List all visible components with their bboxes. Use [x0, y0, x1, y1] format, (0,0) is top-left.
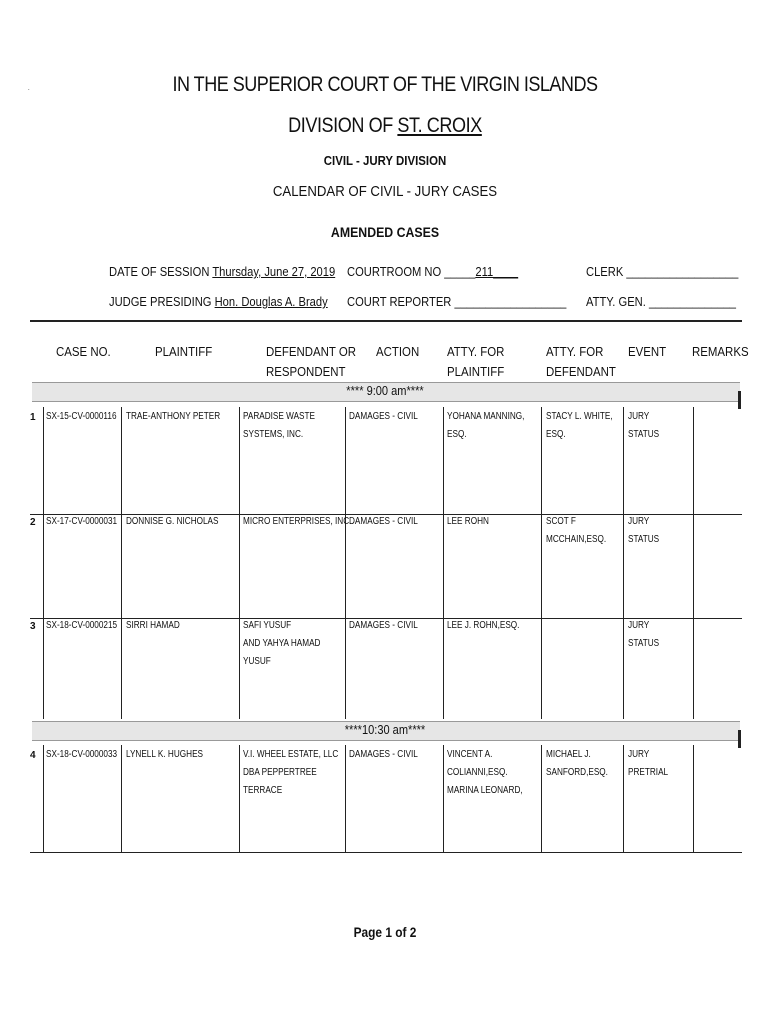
action-type: DAMAGES - CIVIL — [349, 516, 418, 527]
action-type: DAMAGES - CIVIL — [349, 620, 418, 631]
grid-line — [43, 407, 44, 719]
event-line: PRETRIAL — [628, 767, 669, 778]
event-line: JURY — [628, 411, 650, 422]
grid-line — [121, 407, 122, 719]
plaintiff-attorney — [447, 746, 523, 800]
event-line: JURY — [628, 749, 650, 760]
col-atty-defendant-line1: ATTY. FOR — [546, 344, 604, 359]
grid-line — [239, 407, 240, 719]
col-plaintiff: PLAINTIFF — [155, 344, 213, 359]
division-place: ST. CROIX — [397, 114, 482, 137]
page-number: Page 1 of 2 — [353, 924, 417, 940]
attorney-line: YOHANA MANNING, — [447, 411, 525, 422]
grid-line — [443, 407, 444, 719]
row-number: 4 — [30, 750, 36, 761]
col-case-no: CASE NO. — [56, 344, 111, 359]
attorney-line: MARINA LEONARD, — [447, 785, 523, 796]
plaintiff-attorney — [447, 617, 519, 635]
col-defendant-line2: RESPONDENT — [266, 364, 346, 379]
plaintiff-name: SIRRI HAMAD — [126, 620, 180, 631]
grid-line — [345, 407, 346, 719]
col-atty-defendant-line2: DEFENDANT — [546, 364, 616, 379]
event-type — [628, 408, 659, 444]
grid-line — [345, 745, 346, 853]
date-value: Thursday, June 27, 2019 — [212, 264, 336, 279]
case-number: SX-18-CV-0000033 — [46, 749, 118, 760]
grid-line — [443, 745, 444, 853]
defendant-line: TERRACE — [243, 785, 283, 796]
event-type — [628, 746, 668, 782]
plaintiff-attorney — [447, 513, 489, 531]
attorney-line: SANFORD,ESQ. — [546, 767, 608, 778]
defendant-attorney — [546, 408, 613, 444]
attorney-line: ESQ. — [546, 429, 566, 440]
col-atty-plaintiff-line2: PLAINTIFF — [447, 364, 505, 379]
row-number: 2 — [30, 517, 36, 528]
plaintiff-attorney — [447, 408, 524, 444]
judge-presiding — [109, 294, 328, 309]
attorney-line: MCCHAIN,ESQ. — [546, 534, 607, 545]
courtroom-no — [347, 264, 518, 279]
case-number: SX-15-CV-0000116 — [46, 411, 117, 422]
division-prefix: DIVISION OF — [288, 114, 398, 137]
defendant-line: V.I. WHEEL ESTATE, LLC — [243, 749, 339, 760]
division-title — [54, 114, 716, 138]
plaintiff-name: DONNISE G. NICHOLAS — [126, 516, 219, 527]
plaintiff-name: TRAE-ANTHONY PETER — [126, 411, 221, 422]
col-event: EVENT — [628, 344, 667, 359]
session-band-1030-edge — [738, 730, 741, 748]
defendant-name — [243, 617, 320, 671]
grid-line — [693, 407, 694, 719]
plaintiff-name: LYNELL K. HUGHES — [126, 749, 204, 760]
court-reporter-field: COURT REPORTER __________________ — [347, 294, 567, 309]
defendant-line: MICRO ENTERPRISES, INC. — [243, 516, 352, 527]
event-type — [628, 617, 659, 653]
defendant-attorney — [546, 746, 608, 782]
session-band-900-edge — [738, 391, 741, 409]
event-line: STATUS — [628, 638, 660, 649]
judge-label: JUDGE PRESIDING — [109, 294, 215, 309]
judge-value: Hon. Douglas A. Brady — [214, 294, 328, 309]
row-number: 3 — [30, 621, 36, 632]
defendant-line: YUSUF — [243, 656, 271, 667]
grid-line — [121, 745, 122, 853]
defendant-name — [243, 513, 351, 531]
action-type: DAMAGES - CIVIL — [349, 411, 418, 422]
attorney-line: MICHAEL J. — [546, 749, 591, 760]
defendant-line: SAFI YUSUF — [243, 620, 292, 631]
attorney-line: SCOT F — [546, 516, 576, 527]
defendant-name — [243, 408, 315, 444]
row-number: 1 — [30, 412, 36, 423]
defendant-line: PARADISE WASTE — [243, 411, 315, 422]
header-divider — [30, 320, 742, 322]
session-time-1030: ****10:30 am**** — [344, 722, 426, 737]
col-defendant — [266, 342, 356, 382]
attorney-line: VINCENT A. — [447, 749, 493, 760]
date-of-session — [109, 264, 335, 279]
defendant-line: SYSTEMS, INC. — [243, 429, 304, 440]
grid-line — [541, 407, 542, 719]
attorney-line: COLIANNI,ESQ. — [447, 767, 508, 778]
calendar-title: CALENDAR OF CIVIL - JURY CASES — [272, 183, 498, 200]
event-line: STATUS — [628, 534, 660, 545]
case-number: SX-18-CV-0000215 — [46, 620, 118, 631]
attorney-line: LEE ROHN — [447, 516, 489, 527]
courtroom-label: COURTROOM NO _____ — [347, 264, 476, 279]
session-time-900: **** 9:00 am**** — [346, 383, 424, 398]
action-type: DAMAGES - CIVIL — [349, 749, 418, 760]
attorney-line: LEE J. ROHN,ESQ. — [447, 620, 520, 631]
event-line: JURY — [628, 516, 650, 527]
col-remarks: REMARKS — [692, 344, 749, 359]
event-line: STATUS — [628, 429, 660, 440]
defendant-attorney — [546, 513, 606, 549]
courtroom-value: 211____ — [475, 264, 519, 279]
grid-line — [693, 745, 694, 853]
stray-mark: . — [28, 86, 30, 92]
col-defendant-line1: DEFENDANT OR — [266, 344, 357, 359]
grid-line — [239, 745, 240, 853]
col-atty-defendant — [546, 342, 616, 382]
case-number: SX-17-CV-0000031 — [46, 516, 118, 527]
defendant-line: DBA PEPPERTREE — [243, 767, 317, 778]
attorney-line: STACY L. WHITE, — [546, 411, 613, 422]
defendant-line: AND YAHYA HAMAD — [243, 638, 321, 649]
event-line: JURY — [628, 620, 650, 631]
col-action: ACTION — [376, 344, 420, 359]
date-label: DATE OF SESSION — [109, 264, 213, 279]
amended-cases-heading: AMENDED CASES — [330, 224, 440, 240]
atty-gen-field: ATTY. GEN. ______________ — [586, 294, 737, 309]
grid-line — [623, 407, 624, 719]
event-type — [628, 513, 659, 549]
row-divider — [30, 852, 742, 853]
col-atty-plaintiff — [447, 342, 504, 382]
civil-jury-division: CIVIL - JURY DIVISION — [323, 153, 447, 168]
defendant-name — [243, 746, 338, 800]
grid-line — [623, 745, 624, 853]
grid-line — [43, 745, 44, 853]
attorney-line: ESQ. — [447, 429, 467, 440]
grid-line — [541, 745, 542, 853]
clerk-field: CLERK __________________ — [586, 264, 739, 279]
col-atty-plaintiff-line1: ATTY. FOR — [447, 344, 505, 359]
court-title: IN THE SUPERIOR COURT OF THE VIRGIN ISLANDS — [172, 73, 598, 96]
